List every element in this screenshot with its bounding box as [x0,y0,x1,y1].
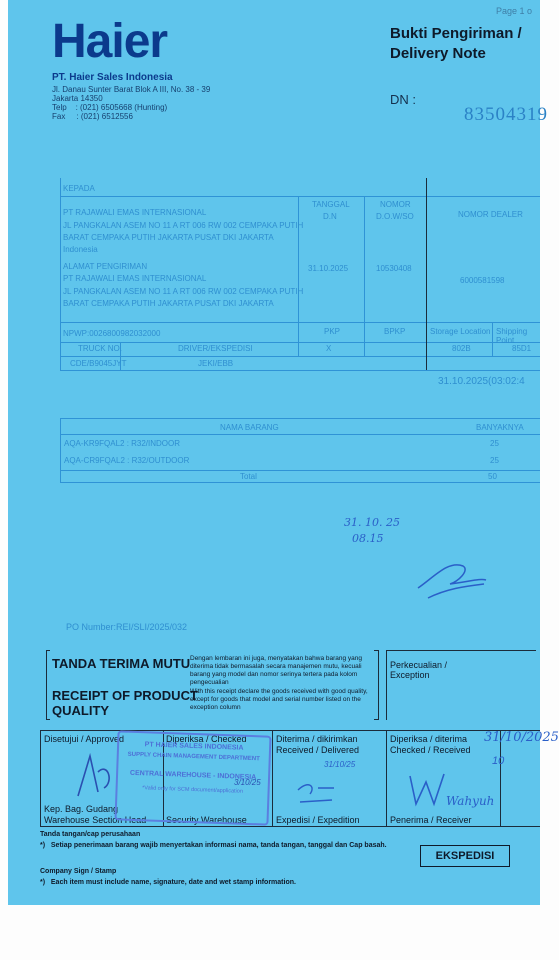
receipt-desc-id: Dengan lembaran ini juga, menyatakan bahwa barang yang diterima tidak bermasalah secara manajemen mutu, kecuali barang yang model dan nomor serinya tertera pada kolom pengecualian [190,655,363,686]
col-dealer: NOMOR DEALER [458,210,523,219]
exception-label-2: Exception [390,670,430,680]
col-bpkp: BPKP [384,327,406,336]
col-banyaknya: BANYAKNYA [476,423,524,432]
delivery-note-paper [8,0,559,905]
handwritten-small-date: 3/10/25 [234,778,261,787]
truck-label: TRUCK NO. [78,344,122,353]
total-value: 50 [488,472,497,481]
address-line: Jl. Danau Sunter Barat Blok A III, No. 38 - 39 [52,85,211,94]
approved-label: Disetujui / Approved [44,734,125,744]
npwp-value: NPWP:0026800982032000 [63,329,161,338]
handwritten-receive-date: 31/10/2025 [484,730,559,745]
exception-label-1: Perkecualian / [390,660,448,670]
pkp-value: X [326,344,332,353]
security-label: Security Warehouse [166,815,247,825]
doc-title-line1: Bukti Pengiriman / [390,25,522,42]
received-label-2: Received / Delivered [276,745,360,755]
stamp-line: PT HAIER SALES INDONESIA [144,741,244,752]
shipping-value: 85D1 [512,344,532,353]
storage-value: 802B [452,344,471,353]
dn-number: 83504319 [464,104,548,125]
truck-value: CDE/B9045JYT [70,359,127,368]
warehouse-head-label-2: Warehouse Section Head [44,815,147,825]
company-name: PT. Haier Sales Indonesia [52,72,173,83]
checked-received-label-2: Checked / Received [390,745,471,755]
handwritten-time: 08.15 [352,532,384,545]
receipt-title-en-1: RECEIPT OF PRODUCT [52,688,198,703]
dealer-value: 6000581598 [460,276,505,285]
col-storage: Storage Location [430,327,491,336]
signature-scribble [408,548,488,608]
driver-value: JEKI/EBB [198,359,234,368]
nomor-value: 10530408 [376,264,412,273]
haier-logo: Haier [52,15,168,68]
col-nama-barang: NAMA BARANG [220,423,279,432]
recipient-line: Indonesia [63,245,98,254]
col-nomor-sub: D.O.W/SO [376,212,414,221]
address-line: Jakarta 14350 [52,94,103,103]
receipt-title-id: TANDA TERIMA MUTU [52,656,191,671]
recipient-line: JL PANGKALAN ASEM NO 11 A RT 006 RW 002 CEMPAKA PUTIH [63,221,304,230]
shipping-line: PT RAJAWALI EMAS INTERNASIONAL [63,274,207,283]
handwritten-date: 31. 10. 25 [344,516,400,529]
handwritten-expedition-date: 31/10/25 [324,760,356,769]
stamp-line: CENTRAL WAREHOUSE - INDONESIA [129,769,257,782]
approved-signature [68,752,128,800]
col-tanggal: TANGGAL [312,200,350,209]
item-qty: 25 [490,439,499,448]
footer-note-id: *) Setiap penerimaan barang wajib menyertakan informasi nama, tanda tangan, tanggal dan Cap basah. [40,842,387,849]
col-shipping: Shipping Point [496,327,528,345]
dn-label: DN : [390,92,416,107]
recipient-line: PT RAJAWALI EMAS INTERNASIONAL [63,208,207,217]
receiver-label: Penerima / Receiver [390,815,472,825]
recipient-line: BARAT CEMPAKA PUTIH JAKARTA PUSAT DKI JAKARTA [63,233,274,242]
doc-title-line2: Delivery Note [390,45,486,62]
receipt-desc-en: With this receipt declare the goods received with good quality, except for goods that model and serial number listed on the exception column [190,688,368,711]
received-label-1: Diterima / dikirimkan [276,734,358,744]
footer-note-en: *) Each item must include name, signature, date and wet stamp information. [40,879,296,886]
col-nomor: NOMOR [380,200,411,209]
checked-label: Diperiksa / Checked [166,734,247,744]
driver-label: DRIVER/EKSPEDISI [178,344,253,353]
stamp-line: *Valid only for SCM document/application [142,785,244,795]
shipping-line: BARAT CEMPAKA PUTIH JAKARTA PUSAT DKI JAKARTA [63,299,274,308]
handwritten-receive-num: 10 [492,755,505,767]
item-name: AQA-KR9FQAL2 : R32/INDOOR [64,439,181,448]
shipping-line: JL PANGKALAN ASEM NO 11 A RT 006 RW 002 CEMPAKA PUTIH [63,287,304,296]
phone-line: Telp : (021) 6505668 (Hunting) [52,103,168,112]
item-qty: 25 [490,456,499,465]
shipping-label: ALAMAT PENGIRIMAN [63,262,148,271]
col-pkp: PKP [324,327,341,336]
item-name: AQA-CR9FQAL2 : R32/OUTDOOR [64,456,190,465]
ekspedisi-box: EKSPEDISI [420,845,510,867]
col-tanggal-sub: D.N [323,212,337,221]
po-number: PO Number:REI/SLI/2025/032 [66,622,188,632]
receipt-title-en-2: QUALITY [52,703,110,718]
footer-sign-label: Company Sign / Stamp [40,868,117,875]
stamp-line: SUPPLY CHAIN MANAGEMENT DEPARTMENT [127,751,260,763]
fax-line: Fax : (021) 6512556 [52,112,133,121]
footer-stamp-label: Tanda tangan/cap perusahaan [40,831,141,838]
timestamp: 31.10.2025(03:02:4 [438,376,525,387]
handwritten-receiver-name: Wahyuh [446,794,495,808]
kepada-label: KEPADA [63,184,95,193]
tanggal-value: 31.10.2025 [308,264,349,273]
warehouse-head-label-1: Kep. Bag. Gudang [44,804,119,814]
total-label: Total [240,472,257,481]
page-label: Page 1 o [496,6,533,16]
checked-received-label-1: Diperiksa / diterima [390,734,468,744]
expedition-label: Expedisi / Expedition [276,815,360,825]
